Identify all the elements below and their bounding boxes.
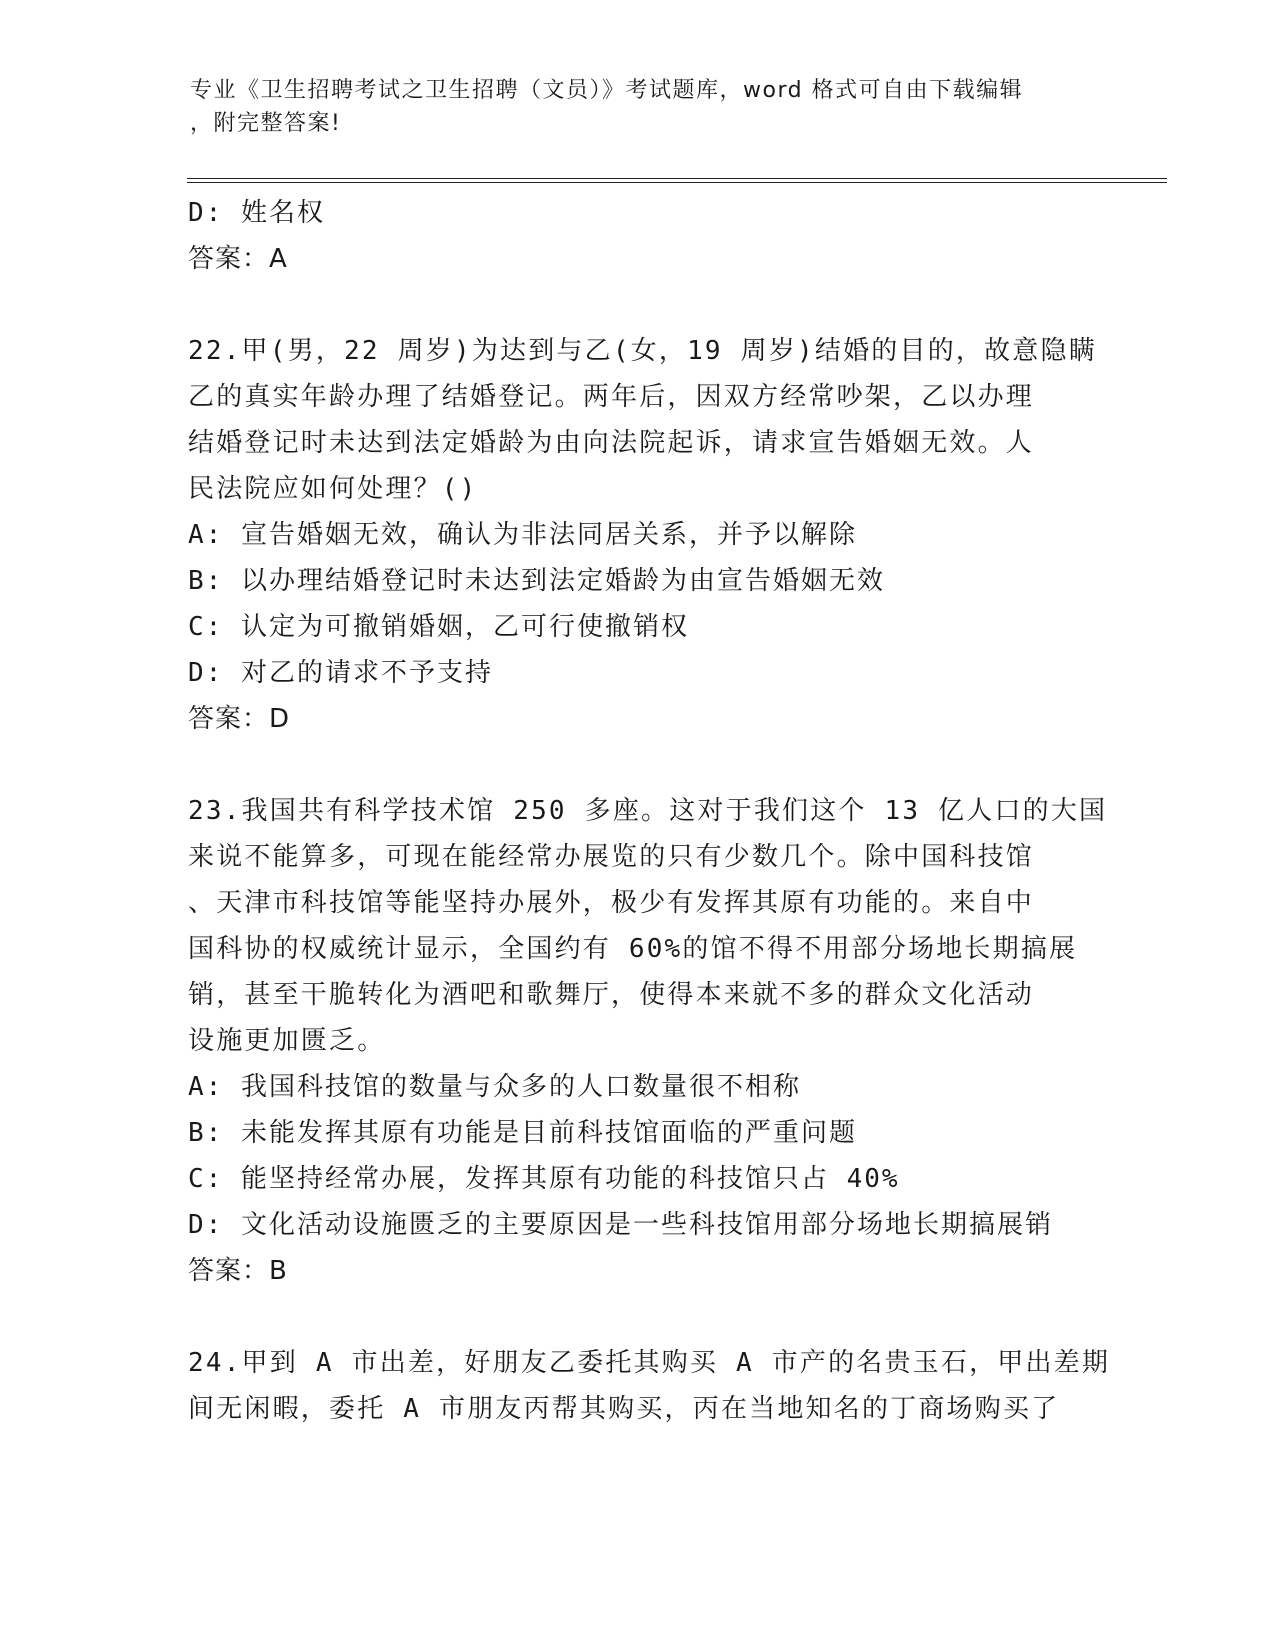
q24-stem-line: 间无闲暇，委托 A 市朋友丙帮其购买，丙在当地知名的丁商场购买了 <box>188 1394 1060 1424</box>
header-title-line-1: 专业《卫生招聘考试之卫生招聘（文员）》考试题库，word 格式可自由下载编辑 <box>190 78 1024 103</box>
q23-stem-line: 23.我国共有科学技术馆 250 多座。这对于我们这个 13 亿人口的大国 <box>188 796 1108 826</box>
q22-stem-line: 民法院应如何处理？() <box>188 474 478 504</box>
q23-stem-line: 、天津市科技馆等能坚持办展外，极少有发挥其原有功能的。来自中 <box>188 888 1035 918</box>
spacer <box>188 1294 1088 1340</box>
q23-stem-line: 设施更加匮乏。 <box>188 1026 386 1056</box>
q22-option-c: C: 认定为可撤销婚姻，乙可行使撤销权 <box>188 612 689 642</box>
q23-option-b: B: 未能发挥其原有功能是目前科技馆面临的严重问题 <box>188 1118 857 1148</box>
q22-stem-line: 22.甲(男，22 周岁)为达到与乙(女，19 周岁)结婚的目的，故意隐瞒 <box>188 336 1097 366</box>
q24-stem-line: 24.甲到 A 市出差，好朋友乙委托其购买 A 市产的名贵玉石，甲出差期 <box>188 1348 1111 1378</box>
question-24 <box>188 1340 1111 1432</box>
question-content <box>188 190 1111 1432</box>
q23-answer: 答案：B <box>188 1256 288 1286</box>
header-title-line-2: ，附完整答案! <box>190 111 342 136</box>
q22-answer: 答案：D <box>188 704 291 734</box>
document-header <box>190 74 1090 140</box>
spacer <box>188 282 1088 328</box>
question-22 <box>188 328 1097 742</box>
q22-stem-line: 乙的真实年龄办理了结婚登记。两年后，因双方经常吵架，乙以办理 <box>188 382 1035 412</box>
q22-option-d: D: 对乙的请求不予支持 <box>188 658 493 688</box>
q21-option-d: D: 姓名权 <box>188 198 325 228</box>
question-23 <box>188 788 1108 1294</box>
q23-option-d: D: 文化活动设施匮乏的主要原因是一些科技馆用部分场地长期搞展销 <box>188 1210 1053 1240</box>
q23-stem-line: 销，甚至干脆转化为酒吧和歌舞厅，使得本来就不多的群众文化活动 <box>188 980 1035 1010</box>
header-divider <box>187 178 1167 183</box>
q23-stem-line: 国科协的权威统计显示，全国约有 60%的馆不得不用部分场地长期搞展 <box>188 934 1078 964</box>
q23-stem-line: 来说不能算多，可现在能经常办展览的只有少数几个。除中国科技馆 <box>188 842 1035 872</box>
q22-option-b: B: 以办理结婚登记时未达到法定婚龄为由宣告婚姻无效 <box>188 566 885 596</box>
spacer <box>188 742 1088 788</box>
q22-stem-line: 结婚登记时未达到法定婚龄为由向法院起诉，请求宣告婚姻无效。人 <box>188 428 1035 458</box>
q23-option-c: C: 能坚持经常办展，发挥其原有功能的科技馆只占 40% <box>188 1164 900 1194</box>
q22-option-a: A: 宣告婚姻无效，确认为非法同居关系，并予以解除 <box>188 520 857 550</box>
q21-answer: 答案：A <box>188 244 288 274</box>
q23-option-a: A: 我国科技馆的数量与众多的人口数量很不相称 <box>188 1072 801 1102</box>
